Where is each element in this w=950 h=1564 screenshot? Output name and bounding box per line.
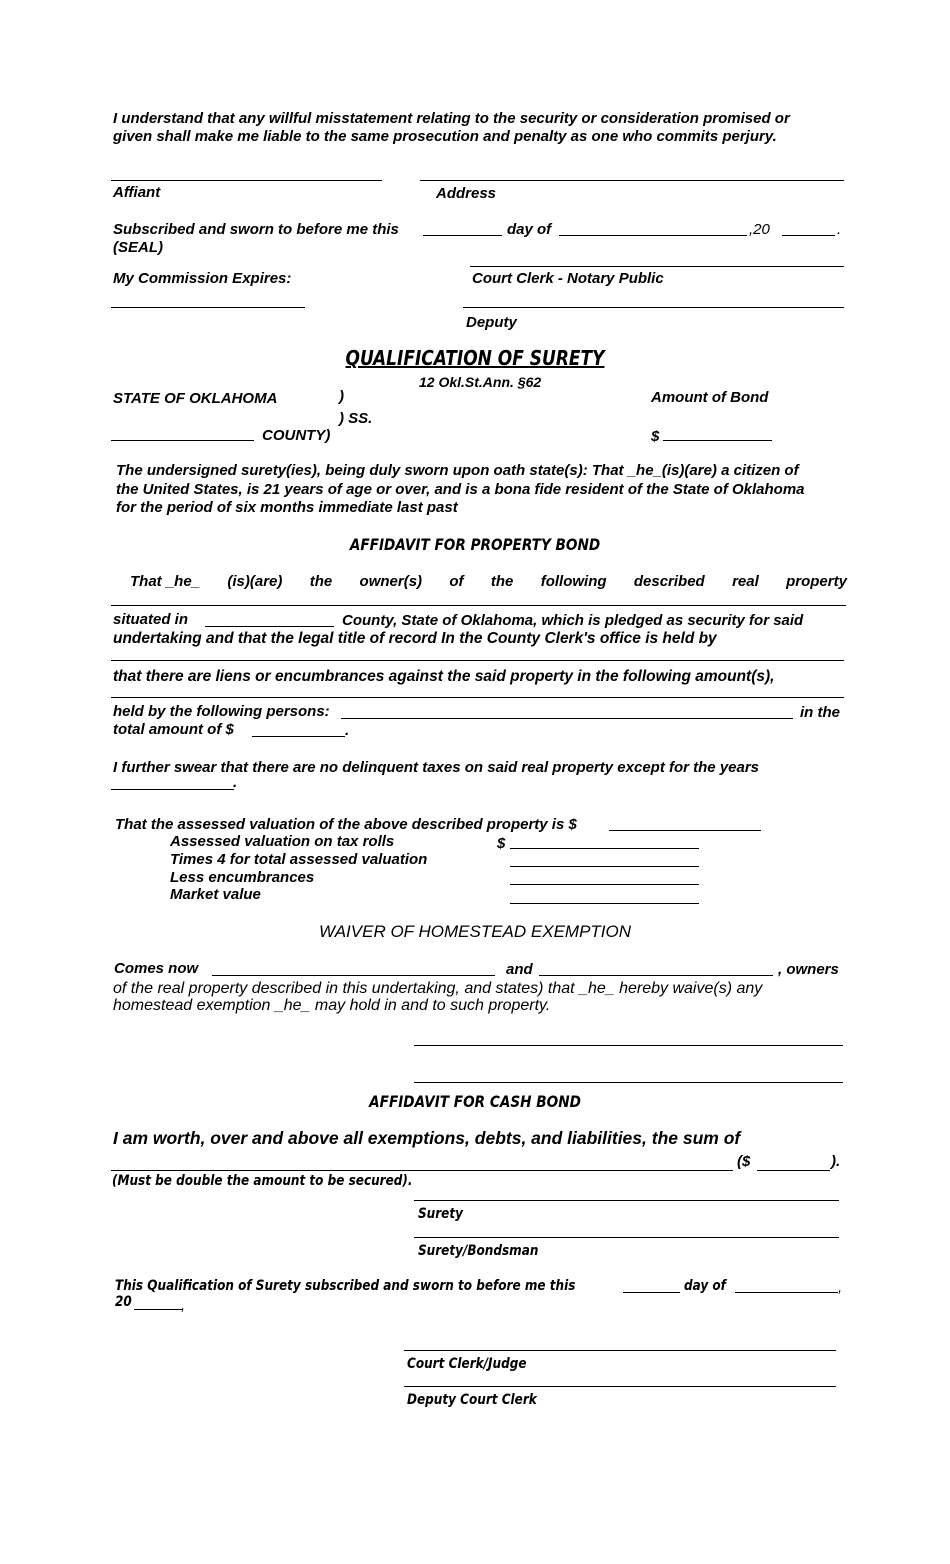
valuation-row-label: Market value	[170, 886, 261, 903]
owner-word: property	[786, 573, 847, 590]
oath-line-2: the United States, is 21 years of age or over, and is a bona fide resident of the State of Oklahoma	[116, 481, 805, 498]
qualification-comma: ,	[838, 1279, 843, 1296]
qualification-day-of-label: day of	[684, 1278, 726, 1294]
seal-label: (SEAL)	[113, 239, 163, 256]
day-of-label: day of	[507, 221, 552, 238]
qualification-year-prefix: 20	[115, 1294, 132, 1310]
county-label: COUNTY)	[262, 427, 331, 444]
qualification-day-line[interactable]	[623, 1292, 680, 1293]
valuation-dollar-sign: $	[497, 835, 506, 852]
bond-amount-line[interactable]	[663, 440, 772, 441]
county-line[interactable]	[111, 440, 254, 441]
commission-expires-line[interactable]	[111, 307, 305, 308]
total-amount-period: .	[345, 722, 350, 739]
state-paren: )	[339, 388, 344, 405]
owner-statement-line	[130, 573, 847, 591]
oath-line-1: The undersigned surety(ies), being duly sworn upon oath state(s): That _he_(is)(are) a citizen of	[116, 462, 799, 479]
affiant-label: Affiant	[113, 184, 161, 201]
owners-label: , owners	[778, 961, 839, 978]
surety-signature-line[interactable]	[414, 1200, 839, 1201]
qualification-title: QUALIFICATION OF SURETY	[345, 346, 605, 370]
cash-bond-title: AFFIDAVIT FOR CASH BOND	[369, 1092, 581, 1111]
owner-word: That _he_	[130, 573, 201, 590]
ss-label: ) SS.	[339, 410, 373, 427]
deputy-signature-line[interactable]	[463, 307, 844, 308]
liens-text: that there are liens or encumbrances against the said property in the following amount(s),	[113, 668, 775, 685]
deputy-court-clerk-label: Deputy Court Clerk	[407, 1392, 537, 1408]
owner-name-2-line[interactable]	[539, 975, 773, 976]
waiver-line-3: homestead exemption _he_ may hold in and to such property.	[113, 997, 551, 1014]
address-label: Address	[436, 185, 497, 202]
worth-close: ).	[831, 1153, 841, 1170]
delinquent-taxes-text: I further swear that there are no delinquent taxes on said real property except for the years	[113, 759, 760, 776]
total-amount-line[interactable]	[252, 736, 345, 737]
owner-word: of	[449, 573, 464, 590]
comes-now-label: Comes now	[114, 960, 199, 977]
court-clerk-judge-label: Court Clerk/Judge	[407, 1356, 527, 1372]
deputy-court-clerk-signature-line[interactable]	[404, 1386, 836, 1387]
delinquent-period: .	[233, 774, 238, 791]
valuation-row-line[interactable]	[510, 866, 699, 867]
subscribed-text: Subscribed and sworn to before me this	[113, 221, 399, 238]
perjury-notice-line-2: given shall make me liable to the same prosecution and penalty as one who commits perjury.	[113, 128, 777, 145]
court-clerk-judge-signature-line[interactable]	[404, 1350, 836, 1351]
surety-bondsman-signature-line[interactable]	[414, 1237, 839, 1238]
valuation-row-label: Assessed valuation on tax rolls	[170, 833, 395, 850]
valuation-row-line[interactable]	[510, 903, 699, 904]
oath-line-3: for the period of six months immediate last past	[116, 499, 458, 516]
surety-label: Surety	[418, 1206, 463, 1222]
owner-word: the	[490, 573, 514, 590]
year-prefix: ,20	[749, 221, 770, 238]
total-amount-label: total amount of $	[113, 721, 234, 738]
owner-word: described	[633, 573, 705, 590]
waiver-signature-line-2[interactable]	[414, 1082, 843, 1083]
subscribed-day-line[interactable]	[423, 235, 502, 236]
lien-holders-line[interactable]	[341, 718, 793, 719]
surety-bondsman-label: Surety/Bondsman	[418, 1243, 539, 1259]
assessed-valuation-text: That the assessed valuation of the above described property is $	[115, 816, 577, 833]
worth-amount-words-line[interactable]	[111, 1170, 733, 1171]
worth-dollar-open: ($	[737, 1153, 751, 1170]
worth-amount-figures-line[interactable]	[757, 1170, 830, 1171]
liens-amount-line[interactable]	[111, 697, 844, 698]
situated-in-label: situated in	[113, 611, 189, 628]
double-amount-note: (Must be double the amount to be secured).	[112, 1173, 413, 1189]
title-holder-line[interactable]	[111, 660, 844, 661]
bond-dollar-sign: $	[651, 428, 660, 445]
qualification-month-line[interactable]	[735, 1292, 838, 1293]
owner-word: the	[309, 573, 333, 590]
delinquent-years-line[interactable]	[111, 789, 234, 790]
owner-word: following	[540, 573, 607, 590]
waiver-signature-line-1[interactable]	[414, 1045, 843, 1046]
subscribed-period: .	[837, 221, 842, 238]
county-state-text: County, State of Oklahoma, which is pledged as security for said	[342, 612, 804, 629]
statute-citation: 12 Okl.St.Ann. §62	[419, 374, 542, 390]
owner-name-1-line[interactable]	[212, 975, 495, 976]
valuation-row-label: Times 4 for total assessed valuation	[170, 851, 428, 868]
subscribed-month-line[interactable]	[559, 235, 747, 236]
owner-word: real	[732, 573, 759, 590]
situated-county-line[interactable]	[205, 626, 334, 627]
qualification-year-line[interactable]	[134, 1309, 183, 1310]
waiver-line-2: of the real property described in this undertaking, and states) that _he_ hereby waive(s) any	[113, 980, 763, 997]
owner-word: (is)(are)	[227, 573, 283, 590]
state-label: STATE OF OKLAHOMA	[113, 390, 278, 407]
qualification-subscribed-text: This Qualification of Surety subscribed and sworn to before me this	[115, 1278, 576, 1294]
notary-label: Court Clerk - Notary Public	[472, 270, 664, 287]
affiant-signature-line[interactable]	[111, 180, 382, 181]
deputy-label: Deputy	[466, 314, 517, 331]
undertaking-text: undertaking and that the legal title of record In the County Clerk's office is held by	[113, 630, 717, 647]
address-line[interactable]	[420, 180, 844, 181]
and-label: and	[506, 961, 533, 978]
perjury-notice-line-1: I understand that any willful misstatement relating to the security or consideration promised or	[113, 110, 790, 127]
valuation-row-line[interactable]	[510, 848, 699, 849]
property-bond-title: AFFIDAVIT FOR PROPERTY BOND	[349, 535, 601, 554]
owner-word: owner(s)	[359, 573, 423, 590]
worth-statement: I am worth, over and above all exemptions, debts, and liabilities, the sum of	[113, 1128, 741, 1148]
commission-expires-label: My Commission Expires:	[113, 270, 292, 287]
assessed-valuation-line[interactable]	[609, 830, 761, 831]
valuation-row-line[interactable]	[510, 884, 699, 885]
notary-signature-line[interactable]	[470, 266, 844, 267]
owner-name-line[interactable]	[111, 605, 846, 606]
valuation-row-label: Less encumbrances	[170, 869, 315, 886]
amount-of-bond-label: Amount of Bond	[651, 389, 769, 406]
qualification-year-comma: ,	[181, 1297, 186, 1314]
waiver-title: WAIVER OF HOMESTEAD EXEMPTION	[318, 922, 632, 941]
in-the-label: in the	[800, 704, 840, 721]
subscribed-year-line[interactable]	[782, 235, 835, 236]
held-by-label: held by the following persons:	[113, 703, 330, 720]
